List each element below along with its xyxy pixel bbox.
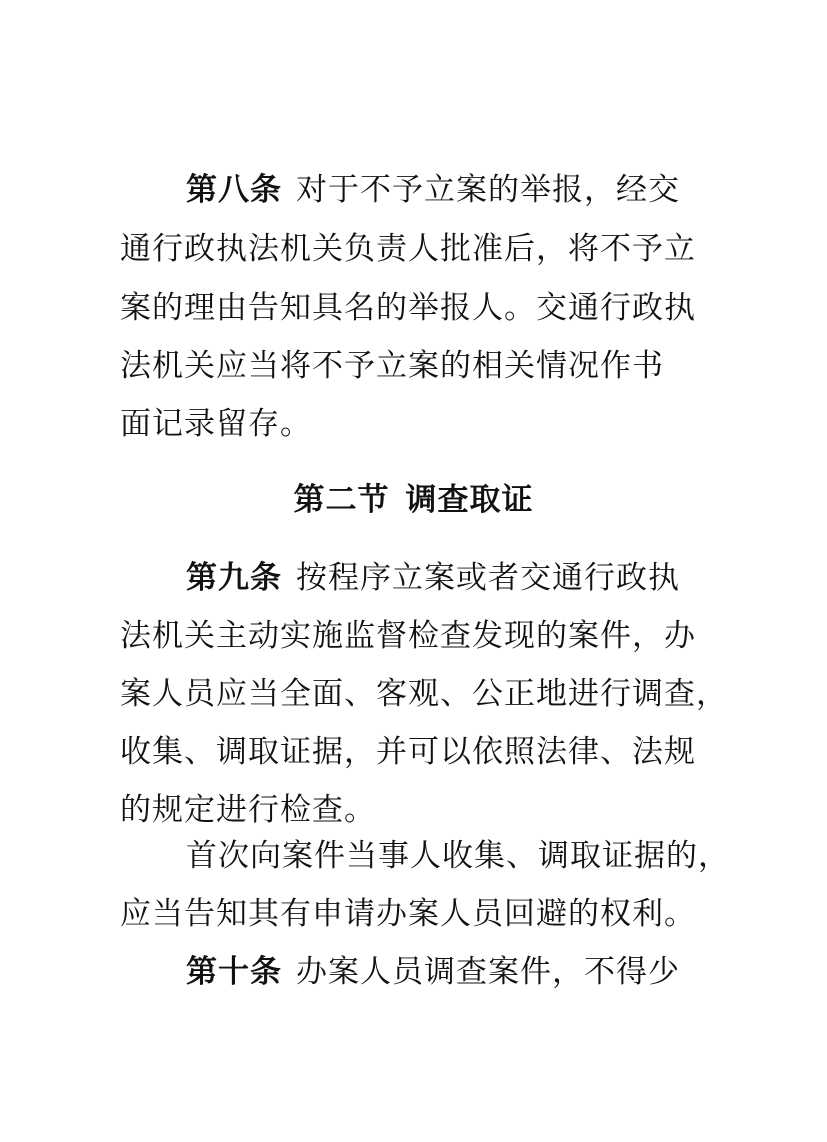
article-10-first-line [186,952,786,992]
article-8-line: 面记录留存。 [120,406,312,442]
section-heading [0,480,827,520]
article-9-line: 的规定进行检查。 [120,792,376,828]
article-9-line: 收集、调取证据，并可以依照法律、法规 [120,734,696,770]
article-8-line: 案的理由告知具名的举报人。交通行政执 [120,290,696,326]
article-9-line: 法机关主动实施监督检查发现的案件，办 [120,618,696,654]
article-8-first-line [186,170,786,210]
section-title: 调查取证 [405,482,534,518]
article-9-label: 第九条 [186,560,282,596]
article-8-line: 通行政执法机关负责人批准后，将不予立 [120,231,696,267]
section-number: 第二节 [293,482,390,518]
article-9-line: 案人员应当全面、客观、公正地进行调查， [120,676,728,712]
article-8-line: 法机关应当将不予立案的相关情况作书 [120,348,664,384]
article-10-label: 第十条 [186,954,282,990]
article-9-paragraph-2-line: 首次向案件当事人收集、调取证据的， [186,838,730,874]
article-9-paragraph-2-line: 应当告知其有申请办案人员回避的权利。 [120,896,696,932]
article-9-first-line [186,558,786,598]
article-9-text: 按程序立案或者交通行政执 [296,560,680,596]
article-8-label: 第八条 [186,172,282,208]
article-10-text: 办案人员调查案件，不得少 [296,954,680,990]
article-8-text: 对于不予立案的举报，经交 [296,172,680,208]
